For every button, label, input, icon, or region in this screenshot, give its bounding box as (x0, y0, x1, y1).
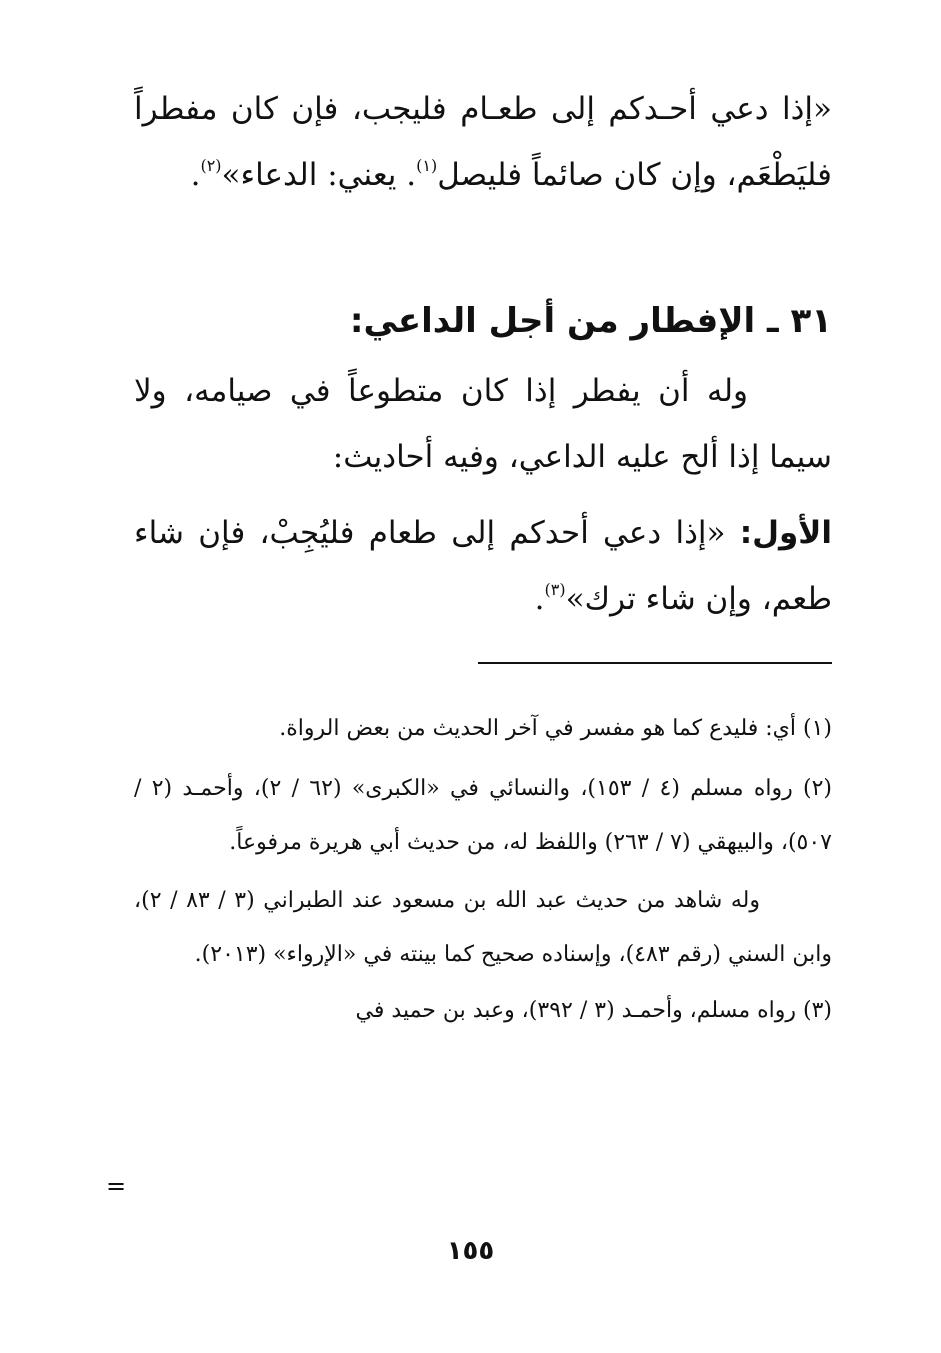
footnote-ref-1[interactable]: (١) (416, 156, 438, 175)
footnote-separator (478, 662, 832, 664)
footnote-2-continued: وله شاهد من حديث عبد الله بن مسعود عند الطبراني (٣ / ٨٣ / ٢)، وابن السني (رقم ٤٨٣)، وإسناده صحيح كما بينته في «الإرواء» (٢٠١٣). (134, 888, 832, 967)
footnote-ref-3[interactable]: (٣) (544, 580, 566, 599)
first-hadith-label: الأول: (739, 515, 832, 551)
first-hadith-block (134, 500, 832, 632)
paragraph-end: . (534, 581, 545, 617)
page-number: ١٥٥ (446, 1236, 495, 1266)
section-body (134, 358, 832, 490)
paragraph-hadith-intro (134, 76, 832, 208)
footnotes (134, 702, 832, 1038)
footnote-continuation-mark: = (106, 1172, 127, 1200)
paragraph-first-hadith (134, 500, 832, 632)
section-heading-block (134, 296, 832, 346)
footnote-ref-2[interactable]: (٢) (200, 156, 222, 175)
footnote-3: (٣) رواه مسلم، وأحمـد (٣ / ٣٩٢)، وعبد بن حميد في (355, 998, 832, 1023)
first-hadith-text: «إذا دعي أحدكم إلى طعام فليُجِبْ، فإن شاء طعم، وإن شاء ترك» (134, 515, 832, 617)
footnote-1: (١) أي: فليدع كما هو مفسر في آخر الحديث من بعض الرواة. (279, 716, 832, 741)
main-text (134, 76, 832, 208)
paragraph-section-intro: وله أن يفطر إذا كان متطوعاً في صيامه، ولا سيما إذا ألح عليه الداعي، وفيه أحاديث: (134, 373, 832, 475)
section-heading: ٣١ ـ الإفطار من أجل الداعي: (349, 301, 832, 341)
paragraph-text-tail: . يعني: الدعاء» (221, 157, 417, 193)
paragraph-end: . (190, 157, 201, 193)
paragraph-text: «إذا دعي أحـدكم إلى طعـام فليجب، فإن كان مفطراً فليَطْعَم، وإن كان صائماً فليصل (134, 91, 832, 193)
footnote-2: (٢) رواه مسلم (٤ / ١٥٣)، والنسائي في «الكبرى» (٦٢ / ٢)، وأحمـد (٢ / ٥٠٧)، والبيهقي (٧ / ٢٦٣) واللفظ له، من حديث أبي هريرة مرفوعاً. (134, 776, 833, 855)
